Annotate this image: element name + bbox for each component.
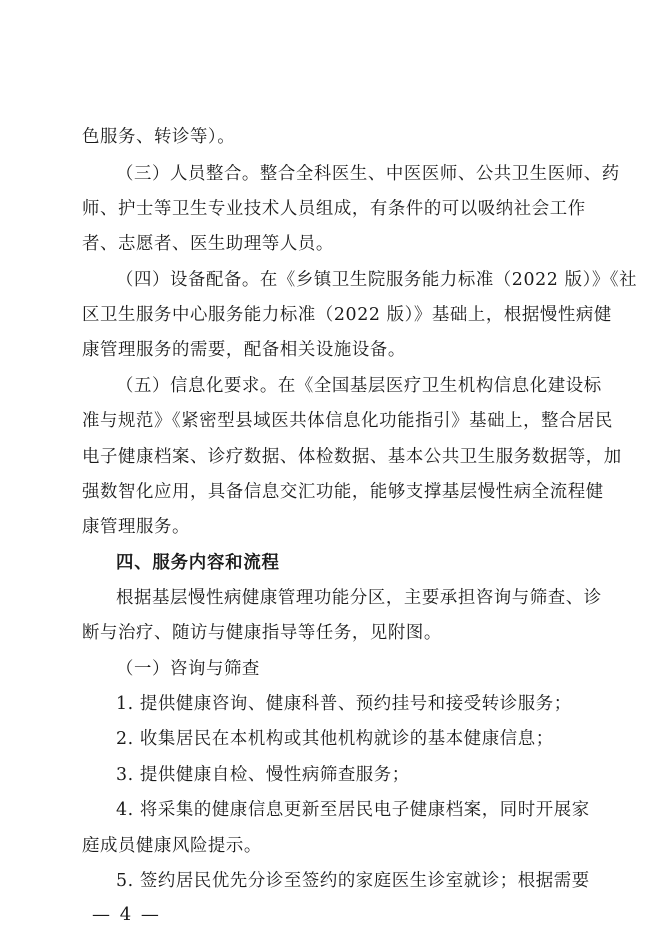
section-three-heading-line: （三）人员整合。整合全科医生、中医医师、公共卫生医师、药	[116, 164, 620, 184]
text-line: 断与治疗、随访与健康指导等任务，见附图。	[82, 623, 442, 643]
subsection-heading: （一）咨询与筛查	[116, 659, 260, 679]
text-line: 根据基层慢性病健康管理功能分区，主要承担咨询与筛查、诊	[116, 588, 602, 608]
list-item: 5. 签约居民优先分诊至签约的家庭医生诊室就诊；根据需要	[116, 871, 590, 891]
list-item: 3. 提供健康自检、慢性病筛查服务；	[116, 765, 410, 785]
list-item: 2. 收集居民在本机构或其他机构就诊的基本健康信息；	[116, 729, 554, 749]
text-line: 准与规范》《紧密型县域医共体信息化功能指引》基础上，整合居民	[82, 411, 614, 431]
page-number: — 4 —	[92, 904, 161, 925]
text-line: 强数智化应用，具备信息交汇功能，能够支撑基层慢性病全流程健	[82, 482, 604, 502]
text-line: 电子健康档案、诊疗数据、体检数据、基本公共卫生服务数据等，加	[82, 447, 622, 467]
list-item: 1. 提供健康咨询、健康科普、预约挂号和接受转诊服务；	[116, 694, 572, 714]
text-line: 师、护士等卫生专业技术人员组成，有条件的可以吸纳社会工作	[82, 199, 586, 219]
section-four-heading-line: （四）设备配备。在《乡镇卫生院服务能力标准（2022 版）》《社	[116, 270, 638, 290]
list-item: 4. 将采集的健康信息更新至居民电子健康档案，同时开展家	[116, 800, 590, 820]
list-item-continuation: 庭成员健康风险提示。	[82, 836, 262, 856]
text-line: 色服务、转诊等）。	[82, 127, 236, 147]
text-line: 康管理服务。	[82, 517, 190, 537]
section-five-heading-line: （五）信息化要求。在《全国基层医疗卫生机构信息化建设标	[116, 376, 602, 396]
text-line: 者、志愿者、医生助理等人员。	[82, 234, 334, 254]
text-line: 康管理服务的需要，配备相关设施设备。	[82, 340, 406, 360]
chapter-heading: 四、服务内容和流程	[116, 553, 280, 573]
text-line: 区卫生服务中心服务能力标准（2022 版）》基础上，根据慢性病健	[82, 305, 612, 325]
